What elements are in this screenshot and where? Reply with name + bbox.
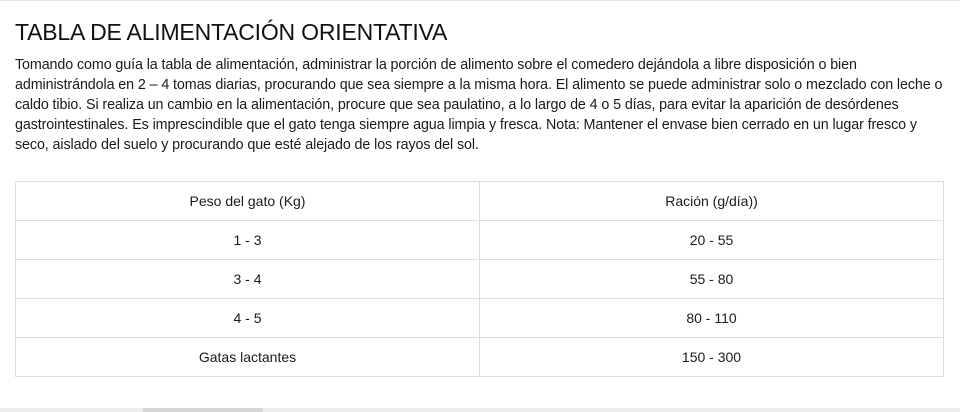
table-row: [16, 299, 944, 338]
header-weight: Peso del gato (Kg): [16, 182, 480, 221]
ration-cell: 20 - 55: [480, 221, 944, 260]
feeding-table: [15, 181, 944, 377]
header-ration: Ración (g/día)): [480, 182, 944, 221]
ration-cell: 55 - 80: [480, 260, 944, 299]
table-header-row: [16, 182, 944, 221]
horizontal-scrollbar[interactable]: [0, 408, 960, 412]
table-row: [16, 338, 944, 377]
weight-cell: 3 - 4: [16, 260, 480, 299]
scrollbar-thumb[interactable]: [143, 408, 263, 412]
description-paragraph: Tomando como guía la tabla de alimentación, administrar la porción de alimento sobre el comedero dejándola a libre disposición o bien administrándola en 2 – 4 tomas diarias, procurando que sea siempre a la misma hora. El alimento se puede administrar solo o mezclado con leche o caldo tibio. Si realiza un cambio en la alimentación, procure que sea paulatino, a lo largo de 4 o 5 días, para evitar la aparición de desórdenes gastrointestinales. Es imprescindible que el gato tenga siempre agua limpia y fresca. Nota: Mantener el envase bien cerrado en un lugar fresco y seco, aislado del suelo y procurando que esté alejado de los rayos del sol.: [15, 57, 943, 153]
weight-cell: Gatas lactantes: [16, 338, 480, 377]
weight-cell: 4 - 5: [16, 299, 480, 338]
page-title: TABLA DE ALIMENTACIÓN ORIENTATIVA: [15, 19, 448, 45]
ration-cell: 150 - 300: [480, 338, 944, 377]
top-divider: [0, 0, 960, 1]
table-row: [16, 260, 944, 299]
table-row: [16, 221, 944, 260]
weight-cell: 1 - 3: [16, 221, 480, 260]
ration-cell: 80 - 110: [480, 299, 944, 338]
feeding-guide: [15, 15, 945, 155]
